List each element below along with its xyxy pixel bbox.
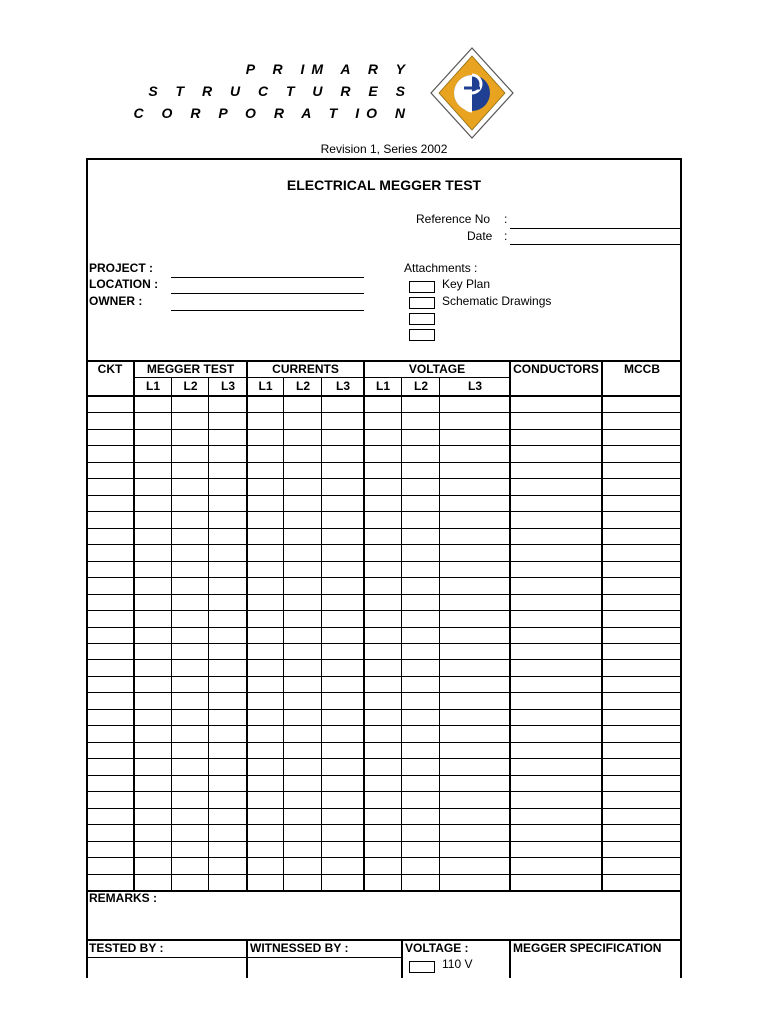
table-row-divider <box>86 824 682 825</box>
date-field[interactable] <box>510 244 682 245</box>
subheader-megger-l3: L3 <box>220 379 235 393</box>
header-mccb: MCCB <box>624 362 660 376</box>
table-row-divider <box>86 643 682 644</box>
table-row-divider <box>86 791 682 792</box>
table-column-divider <box>133 360 135 890</box>
signoff-col-divider-3 <box>509 940 511 978</box>
owner-field[interactable] <box>171 310 364 311</box>
form-title: ELECTRICAL MEGGER TEST <box>286 177 482 193</box>
subheader-voltage-l3: L3 <box>467 379 482 393</box>
subheader-voltage-l2: L2 <box>413 379 428 393</box>
table-row-divider <box>86 610 682 611</box>
table-column-divider <box>208 377 209 890</box>
reference-colon: : <box>504 212 508 226</box>
table-row-divider <box>86 709 682 710</box>
header-voltage: VOLTAGE <box>408 362 466 376</box>
attachment-checkbox-4[interactable] <box>409 329 435 341</box>
date-colon: : <box>504 229 508 243</box>
table-row-divider <box>86 857 682 858</box>
signoff-col-divider-1 <box>246 940 248 978</box>
megger-spec-label: MEGGER SPECIFICATION <box>513 941 662 955</box>
table-column-divider <box>171 377 172 890</box>
table-row-divider <box>86 429 682 430</box>
remarks-top-border <box>86 890 682 892</box>
table-row-divider <box>86 577 682 578</box>
header-bottom-border <box>86 395 682 397</box>
header-conductors: CONDUCTORS <box>513 362 599 376</box>
voltage-110-checkbox[interactable] <box>409 961 435 973</box>
table-column-divider <box>439 377 440 890</box>
project-label: PROJECT : <box>89 261 154 275</box>
witnessed-by-field[interactable] <box>248 974 400 975</box>
table-row-divider <box>86 462 682 463</box>
table-row-divider <box>86 511 682 512</box>
table-row-divider <box>86 412 682 413</box>
witnessed-by-label: WITNESSED BY : <box>250 941 349 955</box>
table-row-divider <box>86 445 682 446</box>
reference-no-field[interactable] <box>510 228 682 229</box>
table-row-divider <box>86 528 682 529</box>
company-name-line2: S T R U C T U R E S <box>148 83 412 99</box>
table-row-divider <box>86 692 682 693</box>
subheader-megger-l2: L2 <box>183 379 198 393</box>
location-label: LOCATION : <box>89 277 159 291</box>
table-column-divider <box>509 360 511 890</box>
table-column-divider <box>363 360 365 890</box>
project-field[interactable] <box>171 277 364 278</box>
company-name-line3: C O R P O R A T IO N <box>133 105 412 121</box>
attachment-label-key-plan: Key Plan <box>442 277 491 291</box>
attachments-label: Attachments : <box>404 261 478 275</box>
company-logo-icon <box>428 46 516 140</box>
form-frame <box>86 158 682 978</box>
attachment-label-schematic: Schematic Drawings <box>442 294 552 308</box>
table-row-divider <box>86 841 682 842</box>
table-row-divider <box>86 594 682 595</box>
revision-text: Revision 1, Series 2002 <box>320 142 448 156</box>
date-label: Date <box>467 229 493 243</box>
table-row-divider <box>86 495 682 496</box>
subheader-megger-l1: L1 <box>145 379 160 393</box>
table-column-divider <box>401 377 402 890</box>
attachment-checkbox-key-plan[interactable] <box>409 281 435 293</box>
remarks-label: REMARKS : <box>89 891 157 905</box>
table-row-divider <box>86 725 682 726</box>
table-row-divider <box>86 742 682 743</box>
table-row-divider <box>86 478 682 479</box>
subheader-currents-l3: L3 <box>335 379 350 393</box>
header-megger-test: MEGGER TEST <box>146 362 235 376</box>
owner-label: OWNER : <box>89 294 143 308</box>
subheader-voltage-l1: L1 <box>375 379 390 393</box>
table-row-divider <box>86 775 682 776</box>
header-currents: CURRENTS <box>272 362 339 376</box>
attachment-checkbox-schematic[interactable] <box>409 297 435 309</box>
subheader-currents-l1: L1 <box>258 379 273 393</box>
table-column-divider <box>321 377 322 890</box>
header-ckt: CKT <box>97 362 123 376</box>
voltage-label: VOLTAGE : <box>405 941 469 955</box>
subheader-currents-l2: L2 <box>295 379 310 393</box>
table-row-divider <box>86 627 682 628</box>
reference-no-label: Reference No <box>416 212 491 226</box>
table-row-divider <box>86 544 682 545</box>
tested-by-label: TESTED BY : <box>89 941 164 955</box>
voltage-110-label: 110 V <box>442 957 473 971</box>
table-row-divider <box>86 758 682 759</box>
company-name-line1: P R IM A R Y <box>245 61 412 77</box>
table-row-divider <box>86 808 682 809</box>
table-row-divider <box>86 561 682 562</box>
signoff-divider <box>86 957 402 958</box>
signoff-col-divider-2 <box>401 940 403 978</box>
location-field[interactable] <box>171 293 364 294</box>
table-row-divider <box>86 659 682 660</box>
tested-by-field[interactable] <box>86 974 246 975</box>
table-row-divider <box>86 874 682 875</box>
table-column-divider <box>246 360 248 890</box>
table-row-divider <box>86 676 682 677</box>
attachment-checkbox-3[interactable] <box>409 313 435 325</box>
table-column-divider <box>601 360 603 890</box>
subheader-divider <box>134 377 510 378</box>
table-column-divider <box>283 377 284 890</box>
